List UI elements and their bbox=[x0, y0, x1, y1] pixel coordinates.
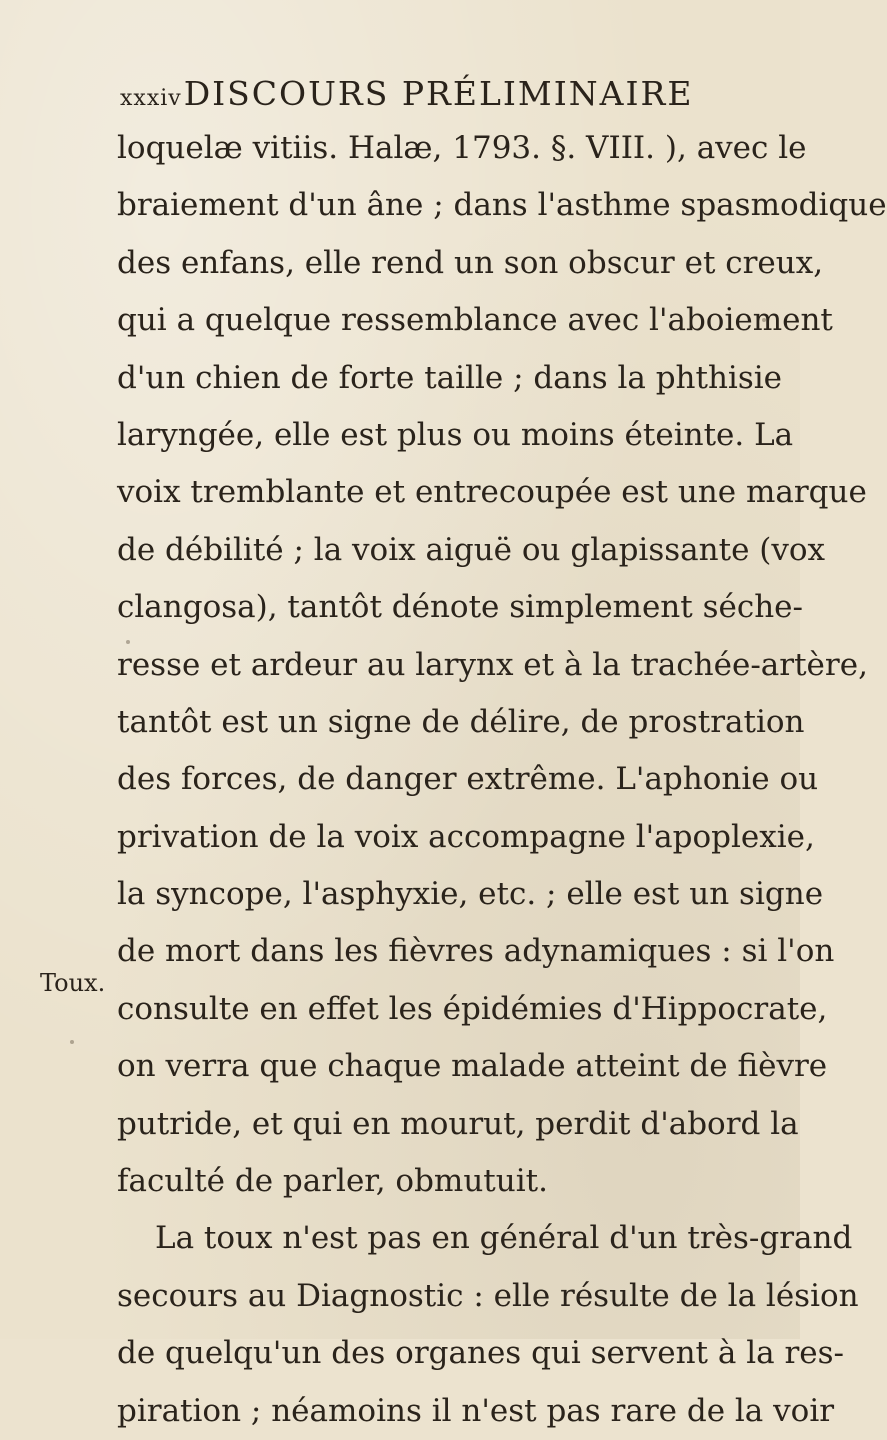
page-folio: xxxiv bbox=[120, 86, 182, 111]
text-line: voix tremblante et entrecoupée est une marque bbox=[117, 474, 867, 511]
text-line: on verra que chaque malade atteint de fièvre bbox=[117, 1048, 828, 1085]
text-line: braiement d'un âne ; dans l'asthme spasmodique bbox=[117, 187, 887, 224]
text-line: putride, et qui en mourut, perdit d'abord la bbox=[117, 1105, 799, 1142]
text-line: qui a quelque ressemblance avec l'aboiement bbox=[117, 302, 833, 339]
text-line: piration ; néamoins il n'est pas rare de la voir bbox=[117, 1392, 835, 1429]
text-line: secours au Diagnostic : elle résulte de la lésion bbox=[117, 1277, 859, 1314]
text-line: laryngée, elle est plus ou moins éteinte. La bbox=[117, 416, 794, 453]
text-line: La toux n'est pas en général d'un très-grand bbox=[155, 1220, 853, 1257]
running-head bbox=[120, 74, 720, 119]
text-line: de quelqu'un des organes qui servent à la res- bbox=[117, 1335, 844, 1372]
margin-note: Toux. bbox=[40, 969, 106, 997]
text-line: de mort dans les fièvres adynamiques : si l'on bbox=[117, 933, 835, 970]
paper-speck bbox=[126, 640, 130, 644]
text-line: loquelæ vitiis. Halæ, 1793. §. VIII. ), avec le bbox=[117, 130, 807, 166]
text-line: consulte en effet les épidémies d'Hippocrate, bbox=[117, 990, 828, 1027]
paper-speck bbox=[70, 1040, 74, 1044]
body-text bbox=[117, 120, 887, 1440]
paper-speck bbox=[762, 318, 766, 322]
text-line: resse et ardeur au larynx et à la trachée-artère, bbox=[117, 646, 868, 683]
text-line: clangosa), tantôt dénote simplement séche- bbox=[117, 589, 803, 626]
text-line: faculté de parler, obmutuit. bbox=[117, 1163, 548, 1200]
running-title: DISCOURS PRÉLIMINAIRE bbox=[183, 74, 694, 113]
text-line: d'un chien de forte taille ; dans la phthisie bbox=[117, 359, 783, 396]
text-line: tantôt est un signe de délire, de prostration bbox=[117, 703, 805, 740]
text-line: des forces, de danger extrême. L'aphonie ou bbox=[117, 761, 819, 798]
text-line: la syncope, l'asphyxie, etc. ; elle est un signe bbox=[117, 876, 824, 913]
text-line: des enfans, elle rend un son obscur et creux, bbox=[117, 244, 824, 281]
text-line: de débilité ; la voix aiguë ou glapissante (vox bbox=[117, 531, 826, 568]
text-line: privation de la voix accompagne l'apoplexie, bbox=[117, 818, 815, 855]
